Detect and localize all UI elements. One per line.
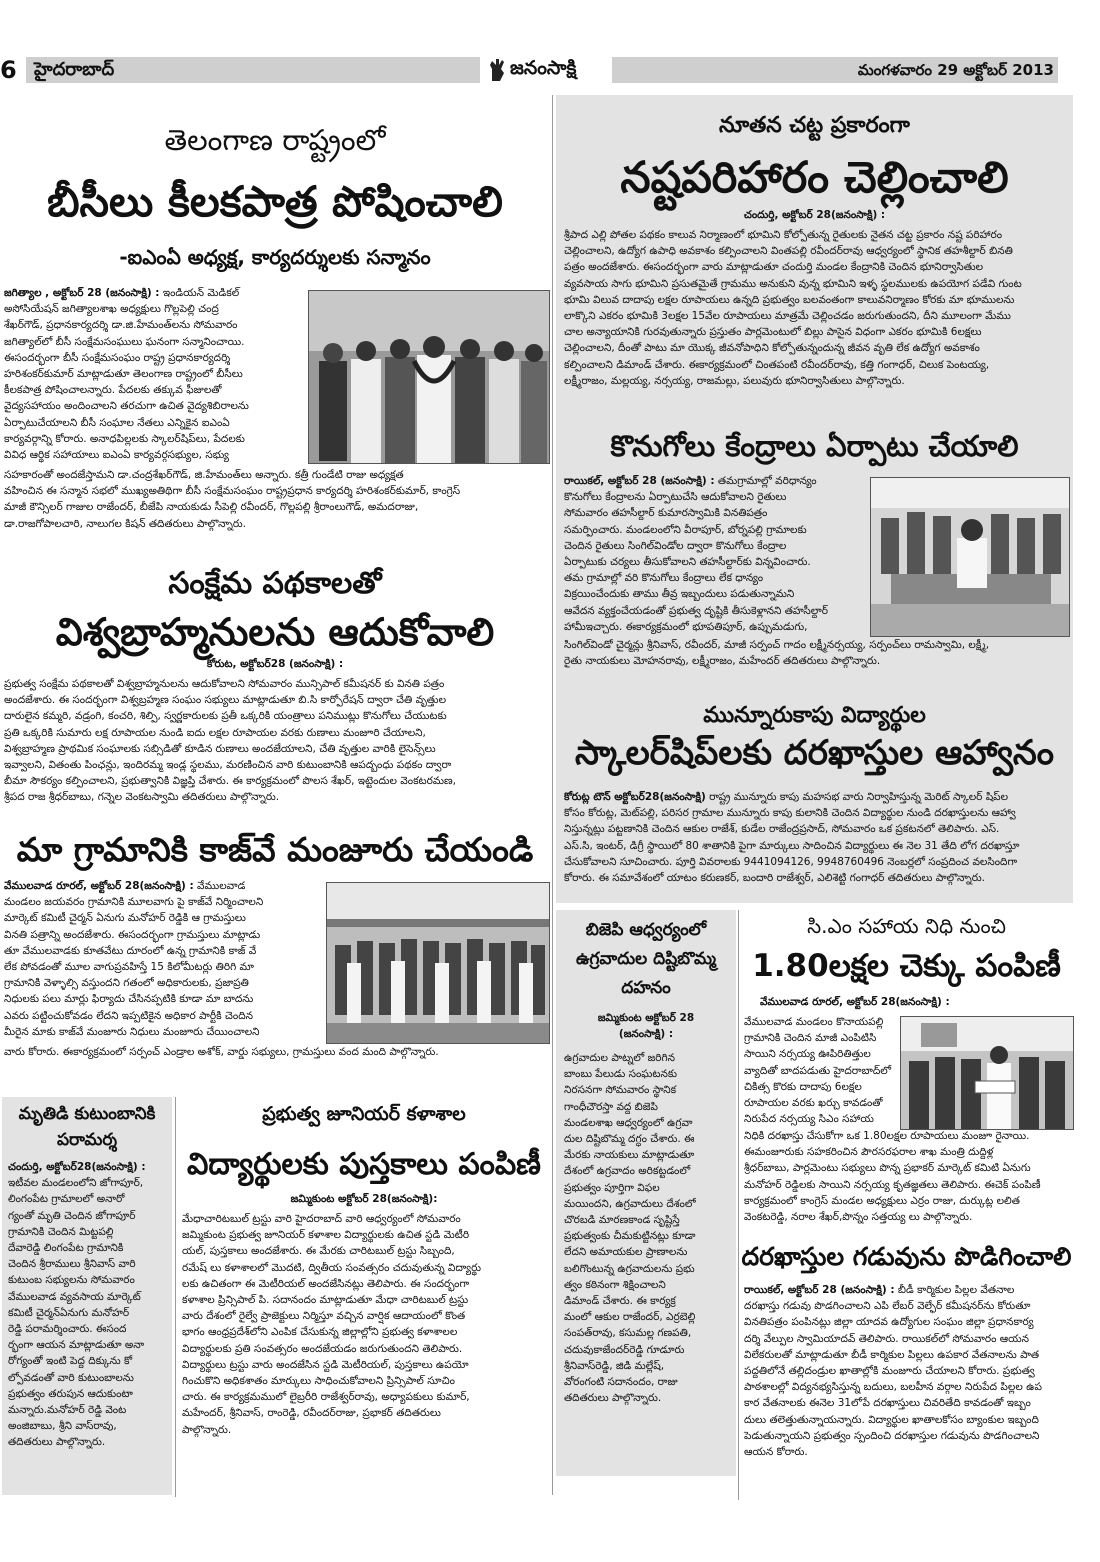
body-line: సోమవారం తహసీల్దార్ కుమారస్వామికి వినతిపత్రం <box>564 507 768 520</box>
article-body <box>8 1159 168 1451</box>
body-line: బలిగొంటున్న ఉగ్రవాదులను ప్రభు <box>564 1262 695 1275</box>
body-line: అసోసియేషన్ జగిత్యాలశాఖ అధ్యక్షులు గొల్లపెల్లి చంద్ర <box>4 303 219 316</box>
article-scholarships <box>556 697 1073 903</box>
body-line: త్వం కఠినంగా శిక్షించాలని <box>564 1278 666 1291</box>
body-line: విలేకరులతో మాట్లాడుతూ బీడీ కార్మికుల పిల్లలు ఉపకార వేతనాలను పాత <box>744 1348 1040 1361</box>
body-line: ఇటీవల మండలంలోని జోగాపూర్, <box>8 1177 144 1190</box>
body-line: లేదని అమాయకుల ప్రాణాలను <box>564 1246 688 1259</box>
body-line: డిమాండ్ చేశారు. ఈ కార్యక్ర <box>564 1295 676 1308</box>
column-rule <box>738 910 739 1500</box>
body-line: శ్రీపాద ఎల్లి పోతల పథకం కాలువ నిర్మాణంలో భూమిని కోల్పోతున్న రైతులకు నైతన చట్ట ప్రకారం నష్ట పరిహారం <box>564 229 1003 241</box>
dateline: చందుర్తి, అక్టోబర్ 28(జనంసాక్షి) : <box>743 209 886 221</box>
body-line: చెందిన శ్రీరాములు శ్రీనివాస్ వారి <box>8 1258 136 1271</box>
photo-tahsildar-office <box>870 477 1070 637</box>
body-line: మేరకు నాయకులు మాట్లాడుతూ <box>564 1149 695 1162</box>
body-line: దారులైన కమ్మరి, వడ్రంగి, కంచరి, శిల్పి, స్వర్ణకారులకు ప్రతీ ఒక్కరికి యంత్రాలు పనిముట్లు కొనుగోలు చేయుటకు <box>4 710 447 723</box>
body-line: పెడుతున్నాయని ప్రభుత్వం స్పందించి దరఖాస్తుల గడువును పొడగించాలని <box>744 1429 1040 1442</box>
body-line: కల్పించాలని డిమాండ్ చేశారు. ఈకార్యక్రమంలో చింతపంటి రవీందర్‌రావు, కత్తి గంగాధర్, చిలుక పెంటయ్య, <box>564 358 990 371</box>
body-line: పాల్గొన్నారు. <box>182 1423 232 1436</box>
body-line: నిధులకు పలు మార్లు ఫిర్యాదు చేసినప్పటికి కూడా మా బాదను <box>4 993 254 1006</box>
body-line: కమిటీ చైర్మన్‌ఏనుగు మనోహర్ <box>8 1306 130 1319</box>
article-body-column <box>4 285 302 463</box>
article-body-column <box>4 878 322 1040</box>
body-line: మాజీ కౌన్సిలర్ గాజుల రాజేందర్, బీజేపి నాయకుడు సీపెల్లి రవీందర్, గొల్లపల్లి శ్రీరాంలుగౌడ్, అమదరాజు, <box>4 501 419 514</box>
section-title: హైదరాబాద్ <box>34 59 115 80</box>
article-headline: మృతిడి కుటుంబానికి పరామర్శ <box>18 1104 156 1150</box>
dateline: జమ్మికుంట అక్టోబర్ 28 (జనంసాక్షి) : <box>597 1012 695 1040</box>
body-line: సాయిని నర్సయ్య ఊపిరితిత్తుల <box>744 1048 871 1061</box>
article-condolence <box>2 1097 172 1495</box>
body-line: రాష్ట్ర మున్నూరు కాపు మహసభ వారు నిర్వాహిస్తున్న మెరిట్ స్కాలర్ షిప్‌ల <box>709 791 1009 803</box>
body-line: మహేందర్, శ్రీనివాస్, రాంరెడ్డి, రవీందర్‌రాజు, ప్రభాకర్ తదితరులు <box>182 1407 441 1420</box>
body-line: ఈమంజూరుకు సహకరించిన పౌరసరఫరాల శాఖ మంత్రి దుద్దిళ్ల <box>744 1146 994 1159</box>
body-line: ప్రభుత్వంకు చీమకుట్టినట్లు కూడా <box>564 1230 696 1243</box>
body-line: కీలకపాత్ర పోషించాలన్నారు. పేదలకు తక్కువ ఫీజులతో <box>4 384 222 397</box>
body-line: చారు. ఈ కార్యక్రమములో లైబ్రరీరి రాజేశ్వర్‌రావు, అధ్యాపకులు కుమార్, <box>182 1391 470 1404</box>
body-line: చెందిన రైతులు సింగిల్‌విండోల ద్వారా కొనుగోలు కేంద్రాల <box>564 539 787 552</box>
body-line: విక్రయించేందుకు తాము తీవ్ర ఇబ్బందులు పడుతున్నామని <box>564 588 795 601</box>
body-line: తూ వేములవాడకు కూతవేటు దూరంలో ఉన్న గ్రామానికి కాజ్ వే <box>4 944 257 957</box>
body-line: ఎవరు పట్టించుకోవడం లేదని ఇప్పటికైన అధికార పార్టీకి చెందిన <box>4 1009 254 1022</box>
body-line: ఈసందర్భంగా బీసీ సంక్షేమసంఘం రాష్ట్ర ప్రధానకార్యదర్శి <box>4 351 231 364</box>
article-kicker: నూతన చట్ట ప్రకారంగా <box>719 113 910 138</box>
body-line: చెల్లించాలని, దీంతో పాటు మా యొక్క జీవనోపాధిని కోల్పోతున్నందున్న జీవన వృతి లేక ఉద్యోగ అవకాశం <box>564 342 980 355</box>
body-line: చెల్లించాలని, ఉద్యోగ ఉపాధి అవకాశం కల్పించాలని వింతపల్లి రవీందర్‌రావు ఆధ్వర్యంలో స్థానిక తహశీల్దార్ బినతి <box>564 245 1013 258</box>
body-line: మంలో ఆకుల రాజేందర్, ఎర్రబెల్లి <box>564 1311 696 1324</box>
body-line: శ్రీనివాస్‌రెడ్డి, జిడి మల్లేష్, <box>564 1359 665 1372</box>
body-line: లాక్కొని ఎకరం భూమికి 3లక్షల 15వేల రూపాయలు మాత్రమే చెల్లించడం జరుగుతుందని, దీని మూలంగా మేము <box>564 310 1011 323</box>
body-line: అంజిబాబు, శ్రీని వాస్‌రావు, <box>8 1420 117 1433</box>
body-line: కుటుంబ సభ్యులను సోమవారం <box>8 1274 135 1287</box>
body-line: సహకారంతో అందజేస్తామని డా.చంద్రశేఖర్‌గౌడ్, జి.హేమంత్‌లు అన్నారు. కత్రీ గుండేటి రాజు అధ్యక్షత <box>4 469 404 481</box>
body-line: మండలశాఖ ఆధ్వర్యంలో ఉగ్రవా <box>564 1116 693 1129</box>
body-line: జగిత్యాల్‌లో బీసీ సంక్షేమసంఘులు ఘనంగా సన్మానించాయి. <box>4 335 245 348</box>
body-line: మన్నారు.మనోహర్ రెడ్డి వెంట <box>8 1404 127 1417</box>
dateline: కోరుట్ల టౌన్ అక్టోబర్28(జనంసాక్షి) <box>564 791 706 803</box>
body-line: కార్యక్రమంలో కాంగ్రెస్ మండల అధ్యక్షులు ఎర్రం రాజు, దుర్కుట్ల లలిత <box>744 1194 1020 1207</box>
body-line: కార్యవర్గాన్ని కోరారు. అనాధపిల్లలకు స్కాలర్‌షిప్‌లు, పేదలకు <box>4 432 245 445</box>
body-line: వినతిపత్రం పంపినట్లు జిల్లా యాదవ ఉద్యోగుల సంఘం జిల్లా ప్రధానకార్య <box>744 1316 1034 1329</box>
page-number: 6 <box>0 56 17 84</box>
body-line: భాగం ఆంధ్రప్రదేశ్‌లోని ఎంపిక చేసుకున్న జిల్లాల్లోని ప్రభుత్వ కళాశాలల <box>182 1326 458 1339</box>
body-line: మయిందని, ఉగ్రవాదులు దేశంలో <box>564 1197 696 1210</box>
body-line: గ్రామానికి వెళ్ళాల్సి వస్తుందని గతంలో అధికారులకు, ప్రజాప్రతి <box>4 977 249 990</box>
dateline: రాయికల్, అక్టోబర్ 28 (జనంసాక్షి) : <box>564 475 715 487</box>
article-cm-relief <box>740 910 1073 1240</box>
body-line: రైతు నాయకులు మోహనరావు, లక్ష్మీరాజం, మహేందర్ తదితరులు పాల్గొన్నారు. <box>564 655 881 668</box>
body-line: విశ్వబ్రాహ్మణ ప్రాథమిక సంఘాలకు సబ్సిడితో కూడిన రుణాలు అందజేయాలని, చేతి వృత్తుల వారికి లైసెన్స్‌లు <box>4 742 436 755</box>
article-body <box>564 227 1067 389</box>
body-line: నిరసనగా సోమవారం స్థానిక <box>564 1084 677 1097</box>
article-deadline <box>740 1240 1073 1502</box>
column-rule <box>175 1097 176 1497</box>
article-purchase-centers <box>556 425 1073 697</box>
dateline: వేములవాడ రూరల్, అక్టోబర్ 28(జనంసాక్షి) : <box>760 996 950 1008</box>
dateline: జగిత్యాల , అక్టోబర్ 28 (జనంసాక్షి) : <box>4 287 160 299</box>
body-line: గ్యంతో మృతి చెందిన జోగాపూర్ <box>8 1209 136 1222</box>
photo-cheque-handover <box>900 1016 1074 1130</box>
body-line: ప్రభుత్వం పూర్తిగా విఫల <box>564 1181 660 1194</box>
body-line: దర్శి వేల్పుల స్వామియాదవ్ తెలిపారు. రాయికల్‌లో సోమవారం ఆయన <box>744 1332 1029 1345</box>
body-line: మండలం జయవరం గ్రామానికి మూలవాగు పై కాజ్‌వే నిర్మించాలని <box>4 896 264 909</box>
body-line: చదువుకాజేందర్‌రెడ్డి గూడూరు <box>564 1343 685 1356</box>
body-line: ప్రభుత్వం తరుపున ఆదుకుంటా <box>8 1387 133 1400</box>
body-line: పత్రం అందజేశారు. ఈసందర్భంగా వారు మాట్లాడుతూ చందుర్తి మండల కేంద్రానికి చెందిన భూనిర్వాసితుల <box>564 261 984 274</box>
body-line: ఆయన కోరారు. <box>744 1446 808 1459</box>
body-line: అందజేశారు. ఈ సందర్భంగా విశ్వబ్రహ్మణ సంఘం సభ్యులు మాట్లాడుతూ బి.సి కార్పోరేషన్ ద్వారా చేతి వృత్తుల <box>4 694 447 707</box>
body-line: నిధికి దరఖాస్తు చేసుకోగా ఒక 1.80లక్షల రూపాయలు మంజూ రైనాయి. <box>744 1130 1030 1142</box>
body-line: దులు తలెత్తుతున్నాయన్నారు. విద్యార్థుల ఖాతాలకోసం బ్యాంకుల ఇబ్బంది <box>744 1413 1039 1426</box>
body-line: మేధాచారిటబుల్ ట్రస్టు వారి హైదరాబాద్ వారి ఆధ్వర్యంలో సోమవారం <box>182 1213 461 1225</box>
body-line: గాంధీచౌరస్తా వద్ద బిజెపి <box>564 1100 658 1113</box>
body-line: తదితరులు పాల్గొన్నారు. <box>8 1436 106 1449</box>
masthead-logo <box>488 55 606 85</box>
body-line: లింగంపేట గ్రామాలలో అనారో <box>8 1193 125 1206</box>
article-kicker: సంక్షేమ పథకాలతో <box>168 566 382 601</box>
article-headline: బీసీలు కీలకపాత్ర పోషించాలి <box>47 177 503 226</box>
body-line: వైద్యసహాయం అందించాలని తరచుగా ఉచిత వైద్యశిబిరాలను <box>4 400 249 413</box>
article-bc-role <box>0 95 550 565</box>
article-body-column <box>744 1014 896 1127</box>
article-body-full <box>4 1044 548 1060</box>
body-line: దేశంలో ఉగ్రవాదం అరికట్టడంలో <box>564 1165 691 1178</box>
body-line: ఇవ్వాలని, వితంతు పింఛన్లు, ఇందిరమ్మ ఇండ్ల స్థలము, మరణించిన వారి కుటుంబానికి ఆపద్బంధు పథకం ద్వారా <box>4 759 452 772</box>
body-line: ఉగ్రవాదుల పాట్నలో జరిగిన <box>564 1052 675 1064</box>
body-line: చొరబడి మారణకాండ సృష్టిస్తే <box>564 1214 680 1227</box>
body-line: గ్రామానికి చెందిన మిట్టపల్లి <box>8 1225 114 1238</box>
body-line: వోరంగంటి సదానందం, రాజు <box>564 1376 678 1389</box>
body-line: కార వేతనాలకు ఈనెల 31లోపే దరఖాస్తులు చివరితేది కావడంతో ఇబ్బం <box>744 1397 1031 1410</box>
article-body <box>564 1050 728 1406</box>
article-compensation <box>556 95 1073 425</box>
body-line: జమ్మికుంట ప్రభుత్వ జూనియర్ కళాశాల విద్యార్థులకు ఉచిత స్టడి మెటీరి <box>182 1229 470 1242</box>
body-line: తమ గ్రామాల్లో వరి కొనుగోలు కేంద్రాలు లేక ధాన్యం <box>564 572 764 585</box>
dateline: చందుర్తి, అక్టోబర్28(జనంసాక్షి) : <box>8 1161 146 1173</box>
body-line: ఆవేదన వ్యక్తంచేయడంతో ప్రభుత్వ దృష్టికి తీసుకెళ్లానని తహసీల్దార్ <box>564 604 829 617</box>
photo-felicitation <box>308 290 550 464</box>
dateline: జమ్మికుంట అక్టోబర్ 28(జనంసాక్షి): <box>290 1193 438 1205</box>
body-line: దేవారెడ్డి లింగంపేట గ్రామానికి <box>8 1242 124 1255</box>
article-headline: స్కాలర్‌షిప్‌లకు దరఖాస్తుల ఆహ్వానం <box>574 733 1055 773</box>
body-line: రమేష్ లు కళాశాలలో మొదటి, ద్వితీయ సంవత్సరం చదువుతున్న విద్యార్థు <box>182 1261 481 1274</box>
body-line: రోగ్యంతో ఇంటి పెద్ద దిక్కును కో <box>8 1355 133 1368</box>
body-line: సమర్పించారు. మండలంలోని వీరాపూర్, బోర్నపల్లి గ్రామాలకు <box>564 523 807 536</box>
body-line: హామీఇచ్చారు. ఈకార్యక్రమంలో భూపతిపూర్, ఉప్పుమడుగు, <box>564 620 808 633</box>
body-line: శ్రీధర్‌బాబు, పార్లమెంటు సభ్యులు పొన్న ప్రభాకర్ మార్కెట్ కమిటి ఏనుగు <box>744 1162 1031 1175</box>
article-causeway <box>0 830 550 1092</box>
body-line: లేక పోవడంతో మూల వాగుప్రవహిస్తే 15 కిలోమీటర్లు తిరిగి మా <box>4 961 255 974</box>
body-line: ప్రతి ఒక్కరికి సుమారు లక్ష రూపాయల నుండి ఐదు లక్షల రూపాయల వరకు రుణాలు మంజూరి చేయాలని, <box>4 726 426 739</box>
body-line: శ్రీపద రాజ శ్రీధర్‌బాబు, గన్నెల వెంకటస్వామి తదితరులు పాల్గొన్నారు. <box>4 791 280 804</box>
dateline: రాయికల్, అక్టోబర్ 28 (జనంసాక్షి) : <box>744 1284 895 1296</box>
body-line: చేసుకోవాలని సూచించారు. పూర్తి వివరాలకు 9441094126, 9948760496 నెంబర్లలో సంప్రదించ వలసిందిగా <box>564 855 1018 868</box>
body-line: మార్కెట్ కమిటీ చైర్మన్ ఏనుగు మనోహర్ రెడ్డికి ఆ గ్రామస్తులు <box>4 912 246 925</box>
dateline: వేములవాడ రూరల్, అక్టోబర్ 28(జనంసాక్షి) : <box>4 880 194 892</box>
body-line: వేములవాడ <box>196 880 246 892</box>
article-kicker: తెలంగాణ రాష్ట్రంలో <box>164 123 386 157</box>
body-line: ఇండియన్ మెడికల్ <box>162 287 240 299</box>
article-bjp-effigy <box>556 910 736 1476</box>
body-line: బీడీ కార్మికుల పిల్లల వేతనాల <box>897 1284 1015 1296</box>
body-line: తమగ్రామాల్లో వరిధాన్యం <box>717 475 817 487</box>
body-line: పాఠశాలల్లో విద్యనభ్యసిస్తున్న బదులు, బలహీన వర్గాల నిరుపేద పిల్లల ఉప <box>744 1381 1042 1394</box>
article-headline: విద్యార్థులకు పుస్తకాలు పంపిణీ <box>187 1147 541 1182</box>
article-vishwabrahmin <box>0 566 550 828</box>
body-line: శేఖర్‌గౌడ్, ప్రధానకార్యదర్శి డా.జి.హేమంత్‌లను సోమవారం <box>4 319 238 332</box>
body-line: లక్ష్మీరాజం, మల్లయ్య, నర్సయ్య, రాజమల్లు, పలువురు భూనిర్వాసితులు పాల్గొన్నారు. <box>564 374 905 387</box>
body-line: తదితరులు పాల్గొన్నారు. <box>564 1392 662 1405</box>
masthead-title: జనంసాక్షి <box>510 56 577 79</box>
body-line: వివిధ ఆర్థిక సహాయాలు ఐఎంఏ కార్యవర్గసభ్యుల, సభ్యు <box>4 449 229 462</box>
body-line: దుల దిష్టిబొమ్మ దగ్ధం చేశారు. ఈ <box>564 1133 695 1146</box>
article-body <box>744 1282 1071 1460</box>
body-line: చాల అన్యాయానికి గురవుతున్నారు ప్రస్తుతం పార్లమెంటులో బిల్లు పాసైన విధంగా ఎకరం భూమికి 6లక్షలు <box>564 326 982 339</box>
body-line: కోసం కోరుట్ల, మెట్‌పల్లి, పరిసర గ్రామాల మున్నూరు కాపు కులానికి చెందిన విద్యార్థుల నుండి దరఖాస్తులను ఆహ్వా <box>564 807 1016 820</box>
body-line: మనోహర్ రెడ్డిలకు సాయిని నర్సయ్య కృతజ్ఞతలు తెలిపారు. ఈచెక్ పంపిణీ <box>744 1178 1041 1191</box>
body-line: వెంకటరెడ్డి, నరాల శేఖర్,పొన్నం సత్తయ్య లు పాల్గొన్నారు. <box>744 1211 973 1224</box>
dateline: కోరుట, అక్టోబర్28 (జనంసాక్షి) : <box>206 658 344 670</box>
body-line: లకు ఉచితంగా ఈ మెటీరియల్ అందజేసినట్లు తెలిపారు. ఈ సందర్భంగా <box>182 1277 470 1290</box>
article-body-column <box>564 473 864 635</box>
body-line: భూమి విలువ దాదాపు లక్షల రూపాయలు ఉన్నది ప్రభుత్వం బలవంతంగా కాలువనిర్మాణం కోరకు మా భూములను <box>564 293 1015 306</box>
body-line: గ్రామానికి చెందిన మాజీ ఎంపిటిసి <box>744 1032 877 1045</box>
body-line: వేములవాడ మండలం కొనాయపల్లి <box>744 1016 884 1028</box>
body-line: ఏర్పాటుకు చర్యలు తీసుకోవాలని తహసీల్దార్‌కు విన్నవించారు. <box>564 556 811 569</box>
article-headline: విశ్వబ్రాహ్మనులను ఆదుకోవాలి <box>55 610 495 654</box>
body-line: బాంబు పేలుడు సంఘటనకు <box>564 1068 677 1081</box>
article-body-full <box>4 467 548 532</box>
body-line: ఏర్పాటుచేయాలని బీసీ సంఘాల నేతలు ఎన్నికైన ఐఎంఏ <box>4 416 230 429</box>
body-line: పద్దతిలోనే తల్లిదండ్రుల ఖాతాల్లోకి మంజూరు చేయాలని కోరారు. ప్రభుత్వ <box>744 1365 1035 1378</box>
body-line: వారు కోరారు. ఈకార్యక్రమంలో సర్పంచ్ ఎండ్రాల అశోక్, వార్డు సభ్యులు, గ్రామస్తులు వంద మంది పాల్గొన్నారు. <box>4 1046 439 1058</box>
article-subhead: -ఐఎంఏ అధ్యక్ష, కార్యదర్శులకు సన్మానం <box>119 245 431 269</box>
body-line: హరిశంకర్‌కుమార్ మాట్లాడుతూ తెలంగాణ రాష్ట్రంలో బీసీలు <box>4 368 243 381</box>
body-line: నిస్తున్నట్లు పట్టణానికి చెందిన ఆకుల రాజేశ్, కుడేల రాజేంద్రప్రసాద్, సోమవారం ఒక ప్రకటనలో తెలిపారు. ఎస్. <box>564 823 1000 836</box>
body-line: ఎస్.సి, ఇంటర్, డిగ్రీ స్థాయిలో 80 శాతానికి పైగా మార్కులు సాదించిన విద్యార్థులు ఈ నెల 31 తేది లోగ దరఖాస్తూ <box>564 839 1020 852</box>
body-line: మీరైన మాకు కాజ్‌వే మంజూరు నిధులు మంజూరు చేయించాలని <box>4 1025 260 1038</box>
body-line: కోరారు. ఈ సమావేశంలో యాటం కరుణకర్, బందారి రాజేశ్వర్, ఎలిశెట్టి గంగాధర్ తదితరులు పాల్గొన్నారు. <box>564 872 985 885</box>
column-rule <box>552 95 553 1495</box>
body-line: కళాశాల ప్రిన్సిపాల్ పి. సదానందం మాట్లాడుతూ మేధా చారిటబుల్ ట్రస్టు <box>182 1294 469 1307</box>
article-kicker: ప్రభుత్వ జూనియర్ కళాశాల <box>262 1103 466 1125</box>
article-body <box>182 1211 548 1438</box>
article-kicker: సి.ఎం సహాయ నిధి నుంచి <box>807 914 1006 938</box>
article-body-full <box>564 637 1067 669</box>
article-body <box>4 676 548 806</box>
article-kicker: మున్నూరుకాపు విద్యార్థుల <box>703 703 926 728</box>
body-line: వేములవాడ వ్యవసాయ మార్కెట్ <box>8 1290 141 1303</box>
body-line: వ్యవసాయ సాగు భూమిని ప్రసుతమైతే గ్రామము అనుకుని వున్న భూమిని ఇళ్ళ స్థలములకు ఉపయోగ పడేవి గుంట <box>564 277 1022 290</box>
article-headline: కొనుగోలు కేంద్రాలు ఏర్పాటు చేయాలి <box>610 429 1019 463</box>
article-headline: మా గ్రామానికి కాజ్‌వే మంజూరు చేయండి <box>16 830 534 869</box>
photo-villagers <box>326 882 550 1044</box>
body-line: వారు దేశంలో రైల్వే ప్రాజెక్టులు నిర్మిస్తూ వచ్చిన వార్షిక ఆదాయంలో కొంత <box>182 1310 466 1323</box>
article-headline: బిజెపి ఆధ్వర్యంలో ఉగ్రవాదుల దిష్టిబొమ్మ దహనం <box>575 920 717 998</box>
body-line: వినతి పత్రాన్ని అందజేశారు. ఈసందర్భంగా గ్రామస్తులు మాట్లాడు <box>4 928 261 941</box>
body-line: గించుకొని అధికశాతం మార్కులు సాధించుకోవాలని ప్రిన్సిపాల్ సూచిం <box>182 1375 455 1388</box>
hand-emblem-icon <box>488 57 508 83</box>
article-headline: దరఖాస్తుల గడువును పొడిగించాలి <box>741 1242 1072 1271</box>
body-line: వహించిన ఈ సన్మాన సభలో ముఖ్యఅతిథిగా బీసీ సంక్షేమసంఘం రాష్ట్రప్రధాన కార్యదర్శి హరిశంకర్‌కుమార్, కాంగ్రెస్ <box>4 485 461 498</box>
page-header <box>0 55 1100 85</box>
body-line: బీమా సౌకర్యం కల్పించాలని, ప్రభుత్వానికి విజ్ఞప్తి చేశారు. ఈ కార్యక్రమంలో పొలస శేఖర్, ఇట్టెందుల వెంకటరమణ, <box>4 775 457 788</box>
body-line: ల్పోవడంతో వారి కుటుంబాలను <box>8 1371 134 1384</box>
article-college-books <box>178 1097 550 1497</box>
body-line: రెడ్డి పరామర్శించారు. ఈసంద <box>8 1323 127 1336</box>
body-line: ర్భంగా ఆయన మాట్లాడుతూ అనా <box>8 1339 145 1352</box>
body-line: నిరుపేద నర్సయ్య సిఎం సహాయ <box>744 1113 874 1126</box>
body-line: యల్, పుస్తకాలు అందజేశారు. ఈ మేరకు చారిటబుల్ ట్రస్టు సిబ్బంది, <box>182 1245 455 1258</box>
body-line: దరఖాస్తు గడువు పొడగించాలని ఎపి లేబర్ వెల్ఫేర్ కమీషనర్‌ను కోరుతూ <box>744 1300 1031 1313</box>
body-line: వ్యాదితో బాదపడుతు హైదరాబాద్‌లో <box>744 1064 892 1077</box>
body-line: రూపాయల వరకు ఖర్చు కావడంతో <box>744 1097 883 1110</box>
body-line: సింగిల్‌విండో చైర్మన్లు శ్రీనివాస్, రవీందర్, మాజీ సర్పంచ్ గాదం లక్ష్మీనర్సయ్య, సర్పంచ్‌లు రామస్వామి, లక్ష్మీ, <box>564 639 990 651</box>
body-line: కొనుగోలు కేంద్రాలను ఏర్పాటుచేసి ఆదుకోవాలని రైతులు <box>564 491 787 504</box>
article-headline: 1.80లక్షల చెక్కు పంపిణీ <box>752 948 1061 984</box>
body-line: డా.రాజగోపాలచారి, నాలుగల కిషన్ తదితరులు పాల్గొన్నారు. <box>4 517 247 530</box>
body-line: చికిత్స కొరకు దాదాపు 6లక్షల <box>744 1080 862 1093</box>
article-body-full <box>744 1128 1071 1225</box>
body-line: సంపత్‌రావు, కసుమల్ల గణపతి, <box>564 1327 692 1340</box>
issue-date: మంగళవారం 29 అక్టోబర్ 2013 <box>857 61 1054 79</box>
body-line: విద్యార్థులకు ప్రతి సంవత్సరం అందజేయడం జరుగుతుందని తెలిపారు. <box>182 1342 463 1355</box>
body-line: విద్యార్థులు ట్రస్టు వారు అందజేసిన స్టడి మెటీరియల్, పుస్తకాలు ఉపయో <box>182 1358 469 1371</box>
article-headline: నష్టపరిహారం చెల్లించాలి <box>620 153 1009 203</box>
article-body <box>564 789 1067 886</box>
body-line: ప్రభుత్వ సంక్షేమ పథకాలతో విశ్వబ్రాహ్మనులను ఆదుకోవాలని సోమవారం మున్సిపాల్ కమీషనర్ కు వినతి పత్రం <box>4 678 445 690</box>
